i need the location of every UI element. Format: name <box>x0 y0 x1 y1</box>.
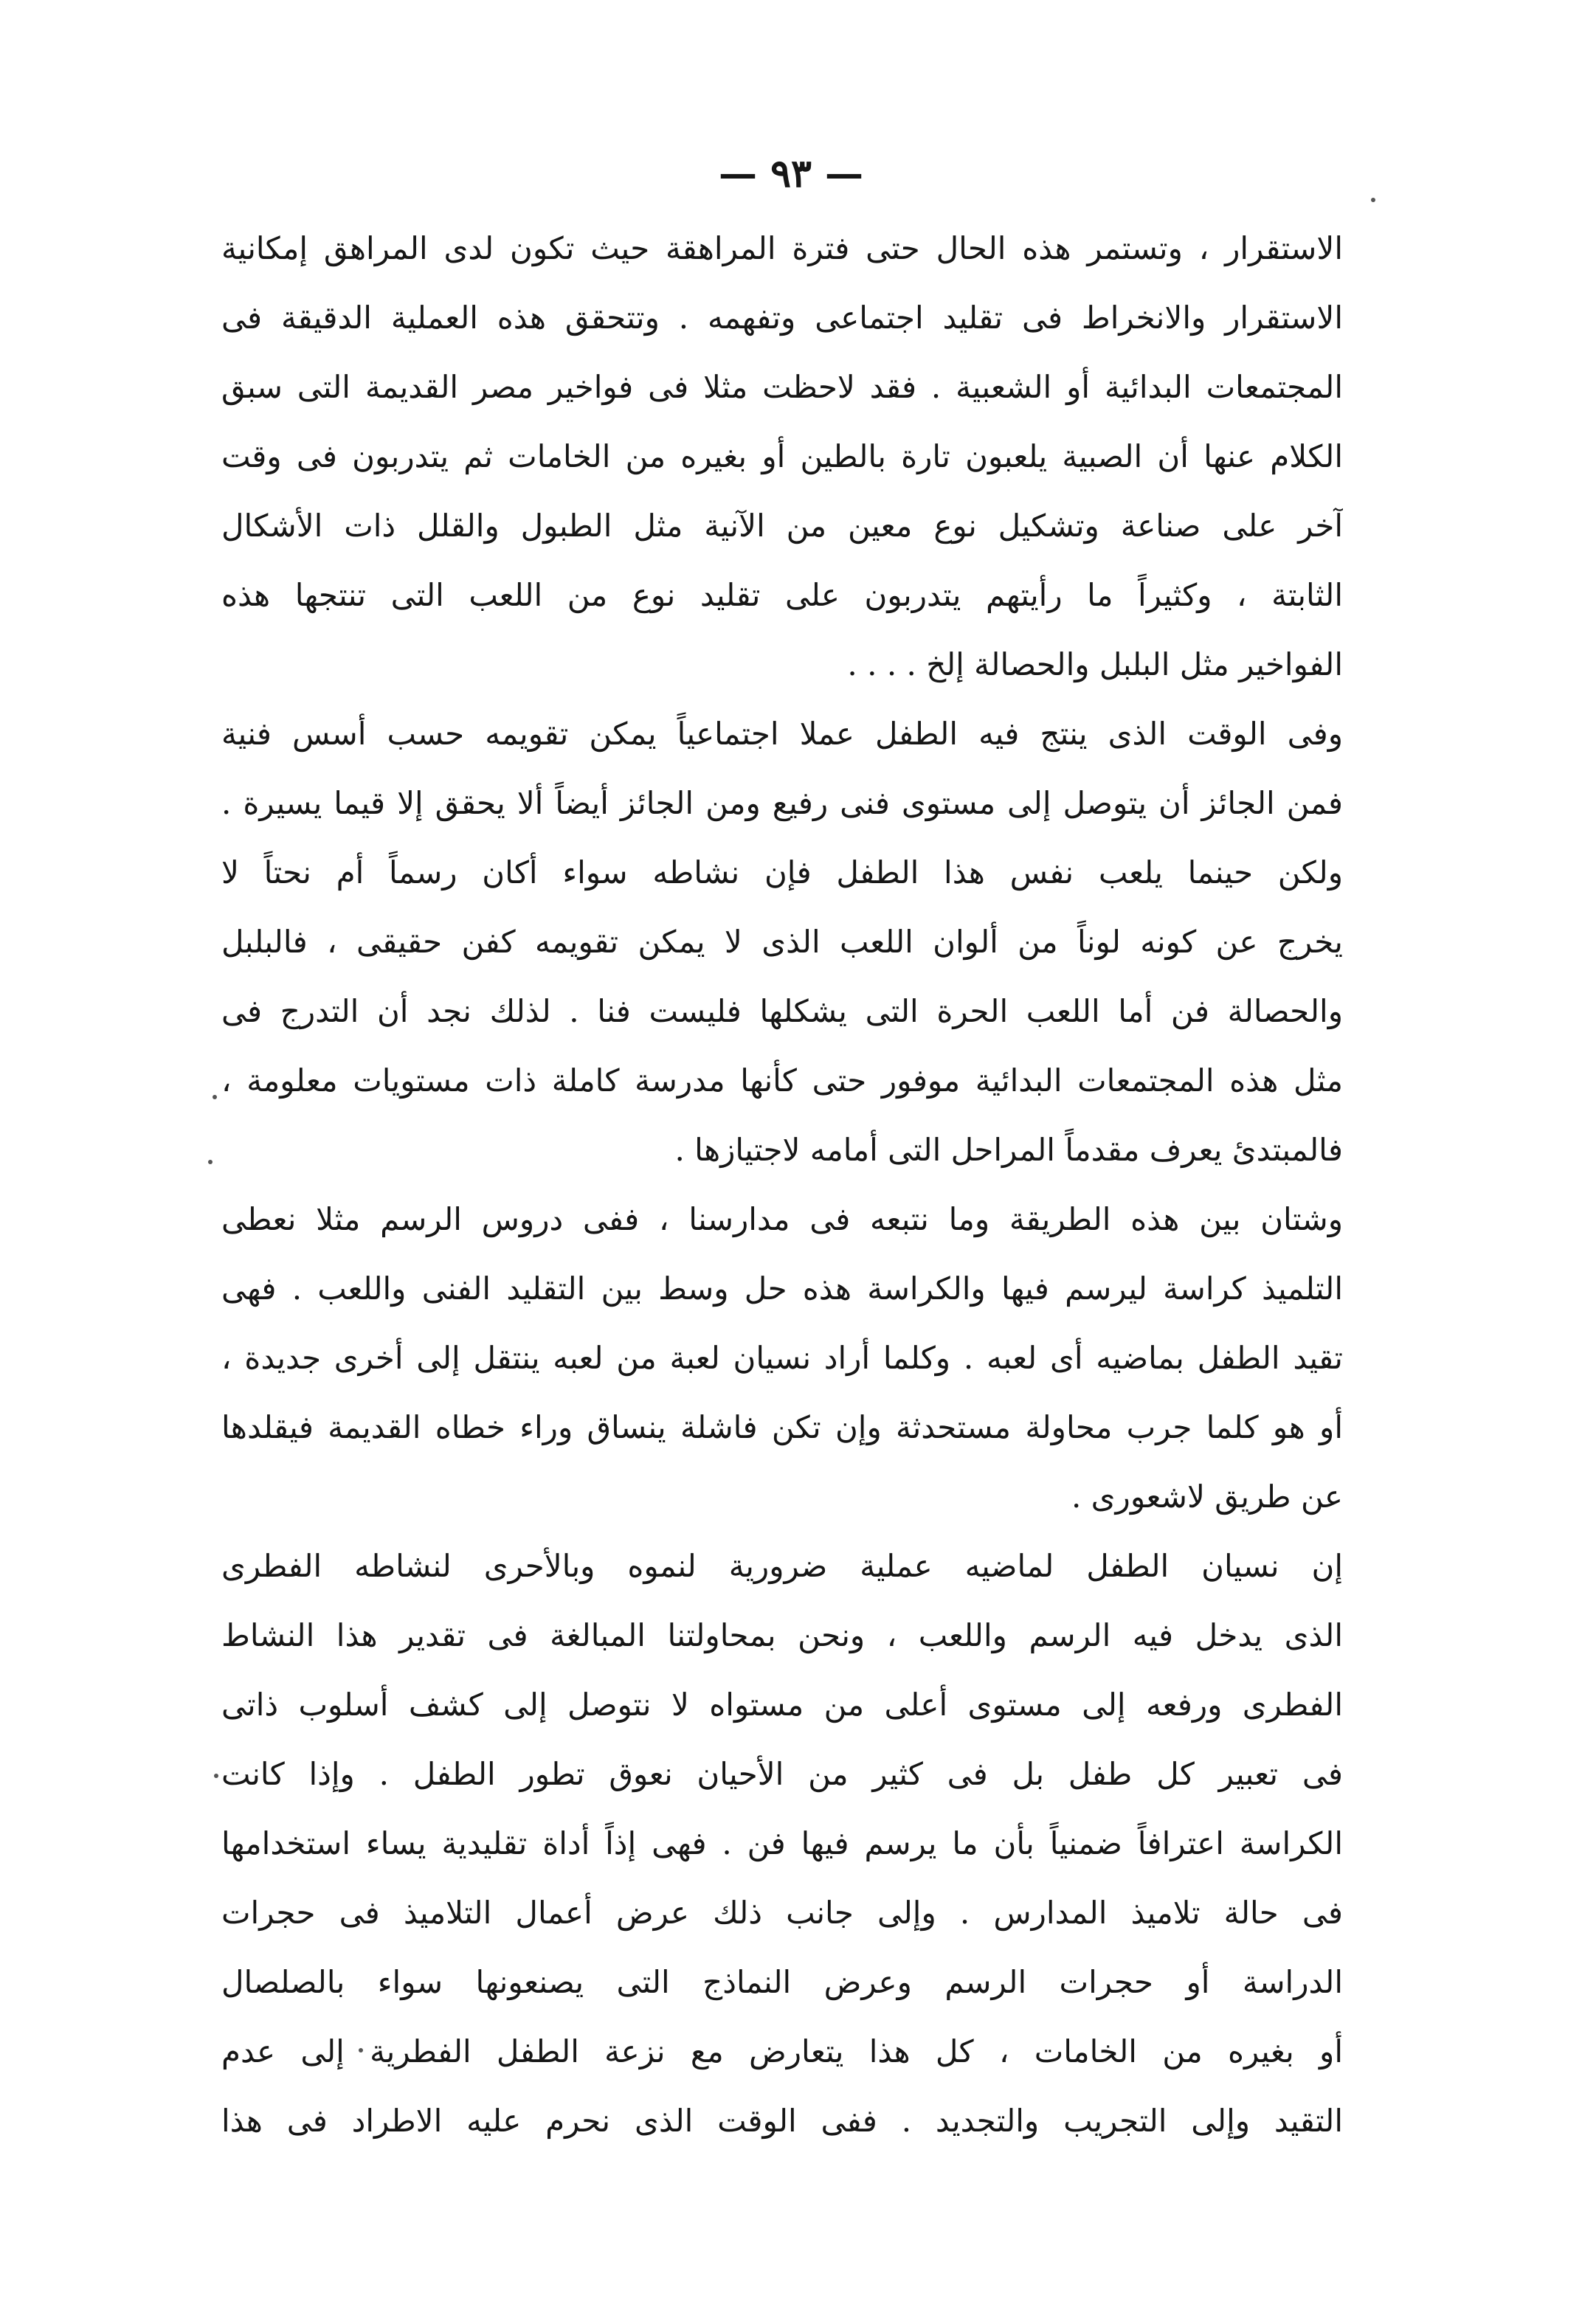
text-line: الاستقرار ، وتستمر هذه الحال حتى فترة المراهقة حيث تكون لدى المراهق إمكانية <box>221 230 1343 266</box>
text-line: تقيد الطفل بماضيه أى لعبه . وكلما أراد نسيان لعبة من لعبه ينتقل إلى أخرى جديدة ، <box>221 1340 1343 1376</box>
text-line: يخرج عن كونه لوناً من ألوان اللعب الذى لا يمكن تقويمه كفن حقيقى ، فالبلبل <box>221 924 1343 960</box>
ink-speck <box>213 1095 217 1099</box>
text-line: فالمبتدئ يعرف مقدماً المراحل التى أمامه لاجتيازها . <box>674 1132 1343 1168</box>
text-line: آخر على صناعة وتشكيل نوع معين من الآنية مثل الطبول والقلل ذات الأشكال <box>221 508 1343 544</box>
text-line: مثل هذه المجتمعات البدائية موفور حتى كأنها مدرسة كاملة ذات مستويات معلومة ، <box>221 1062 1343 1099</box>
text-line: الدراسة أو حجرات الرسم وعرض النماذج التى يصنعونها سواء بالصلصال <box>221 1964 1343 2000</box>
ink-speck <box>214 1774 218 1778</box>
text-line: الكراسة اعترافاً ضمنياً بأن ما يرسم فيها فن . فهى إذاً أداة تقليدية يساء استخدامها <box>221 1825 1343 1861</box>
text-line: فمن الجائز أن يتوصل إلى مستوى فنى رفيع ومن الجائز أيضاً ألا يحقق إلا قيما يسيرة . <box>221 785 1343 821</box>
text-line: وفى الوقت الذى ينتج فيه الطفل عملا اجتماعياً يمكن تقويمه حسب أسس فنية <box>221 716 1343 752</box>
text-line: الثابتة ، وكثيراً ما رأيتهم يتدربون على تقليد نوع من اللعب التى تنتجها هذه <box>221 577 1343 613</box>
text-line: الكلام عنها أن الصبية يلعبون تارة بالطين أو بغيره من الخامات ثم يتدربون فى وقت <box>221 438 1343 474</box>
text-line: الفواخير مثل البلبل والحصالة إلخ . . . . <box>847 646 1343 682</box>
body-text <box>221 214 1343 2156</box>
text-line: التلميذ كراسة ليرسم فيها والكراسة هذه حل وسط بين التقليد الفنى واللعب . فهى <box>221 1270 1343 1307</box>
text-line: التقيد وإلى التجريب والتجديد . ففى الوقت الذى نحرم عليه الاطراد فى هذا <box>221 2103 1343 2139</box>
text-line: إن نسيان الطفل لماضيه عملية ضرورية لنموه وبالأحرى لنشاطه الفطرى <box>221 1548 1343 1584</box>
ink-speck <box>208 1160 213 1164</box>
text-line: عن طريق لاشعورى . <box>1071 1479 1343 1515</box>
text-line: وشتان بين هذه الطريقة وما نتبعه فى مدارسنا ، ففى دروس الرسم مثلا نعطى <box>221 1201 1343 1237</box>
text-line: المجتمعات البدائية أو الشعبية . فقد لاحظت مثلا فى فواخير مصر القديمة التى سبق <box>221 369 1343 405</box>
text-line: أو هو كلما جرب محاولة مستحدثة وإن تكن فاشلة ينساق وراء خطاه القديمة فيقلدها <box>221 1409 1343 1445</box>
text-line: فى حالة تلاميذ المدارس . وإلى جانب ذلك عرض أعمال التلاميذ فى حجرات <box>221 1895 1343 1931</box>
text-line: والحصالة فن أما اللعب الحرة التى يشكلها فليست فنا . لذلك نجد أن التدرج فى <box>221 993 1343 1029</box>
text-line: الفطرى ورفعه إلى مستوى أعلى من مستواه لا نتوصل إلى كشف أسلوب ذاتى <box>221 1687 1343 1723</box>
ink-speck <box>1371 198 1375 202</box>
text-line: ولكن حينما يلعب نفس هذا الطفل فإن نشاطه سواء أكان رسماً أم نحتاً لا <box>221 854 1343 890</box>
text-line: فى تعبير كل طفل بل فى كثير من الأحيان نعوق تطور الطفل . وإذا كانت <box>221 1756 1343 1792</box>
page-number: — ٩٣ — <box>718 151 864 196</box>
text-line: أو بغيره من الخامات ، كل هذا يتعارض مع نزعة الطفل الفطرية إلى عدم <box>221 2033 1343 2069</box>
text-line: الاستقرار والانخراط فى تقليد اجتماعى وتفهمه . وتتحقق هذه العملية الدقيقة فى <box>221 300 1343 336</box>
text-line: الذى يدخل فيه الرسم واللعب ، ونحن بمحاولتنا المبالغة فى تقدير هذا النشاط <box>221 1617 1343 1653</box>
